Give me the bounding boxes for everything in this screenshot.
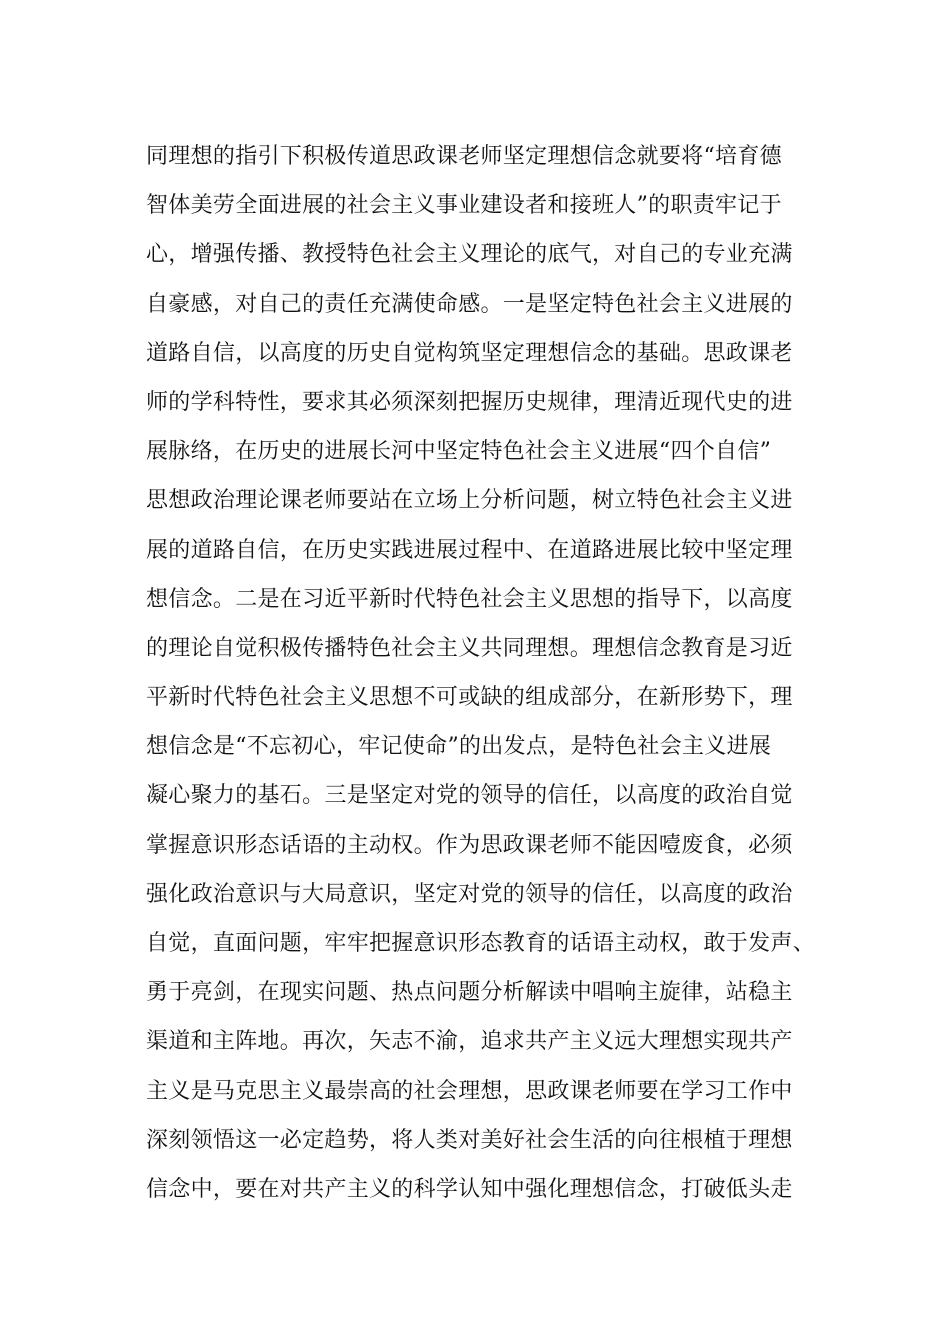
text-line: 强化政治意识与大局意识，坚定对党的领导的信任，以高度的政治 [146, 881, 793, 907]
text-line: 师的学科特性，要求其必须深刻把握历史规律，理清近现代史的进 [146, 389, 793, 415]
text-line: 渠道和主阵地。再次，矢志不渝，追求共产主义远大理想实现共产 [146, 1029, 793, 1055]
text-line: 心，增强传播、教授特色社会主义理论的底气，对自己的专业充满 [146, 242, 793, 268]
text-line: 勇于亮剑，在现实问题、热点问题分析解读中唱响主旋律，站稳主 [146, 980, 793, 1006]
text-line: 凝心聚力的基石。三是坚定对党的领导的信任，以高度的政治自觉 [146, 783, 793, 809]
text-line: 想信念。二是在习近平新时代特色社会主义思想的指导下，以高度 [146, 586, 793, 612]
body-text [146, 132, 866, 1214]
text-line: 展的道路自信，在历史实践进展过程中、在道路进展比较中坚定理 [146, 537, 793, 563]
text-line: 的理论自觉积极传播特色社会主义共同理想。理想信念教育是习近 [146, 635, 793, 661]
text-line: 平新时代特色社会主义思想不可或缺的组成部分，在新形势下，理 [146, 685, 793, 711]
text-line: 主义是马克思主义最崇高的社会理想，思政课老师要在学习工作中 [146, 1078, 793, 1104]
text-line: 掌握意识形态话语的主动权。作为思政课老师不能因噎废食，必须 [146, 832, 793, 858]
text-line: 同理想的指引下积极传道思政课老师坚定理想信念就要将“培育德 [146, 144, 782, 169]
text-line: 道路自信，以高度的历史自觉构筑坚定理想信念的基础。思政课老 [146, 340, 793, 366]
text-line: 信念中，要在对共产主义的科学认知中强化理想信念，打破低头走 [146, 1176, 793, 1202]
text-line: 自觉，直面问题，牢牢把握意识形态教育的话语主动权，敢于发声、 [146, 931, 816, 956]
text-line: 自豪感，对自己的责任充满使命感。一是坚定特色社会主义进展的 [146, 291, 793, 317]
text-line: 想信念是“不忘初心，牢记使命”的出发点，是特色社会主义进展 [146, 734, 772, 760]
text-line: 思想政治理论课老师要站在立场上分析问题，树立特色社会主义进 [146, 488, 793, 514]
text-line: 展脉络，在历史的进展长河中坚定特色社会主义进展“四个自信” [146, 439, 772, 465]
text-line: 智体美劳全面进展的社会主义事业建设者和接班人”的职责牢记于 [146, 193, 782, 219]
text-line: 深刻领悟这一必定趋势，将人类对美好社会生活的向往根植于理想 [146, 1127, 793, 1153]
